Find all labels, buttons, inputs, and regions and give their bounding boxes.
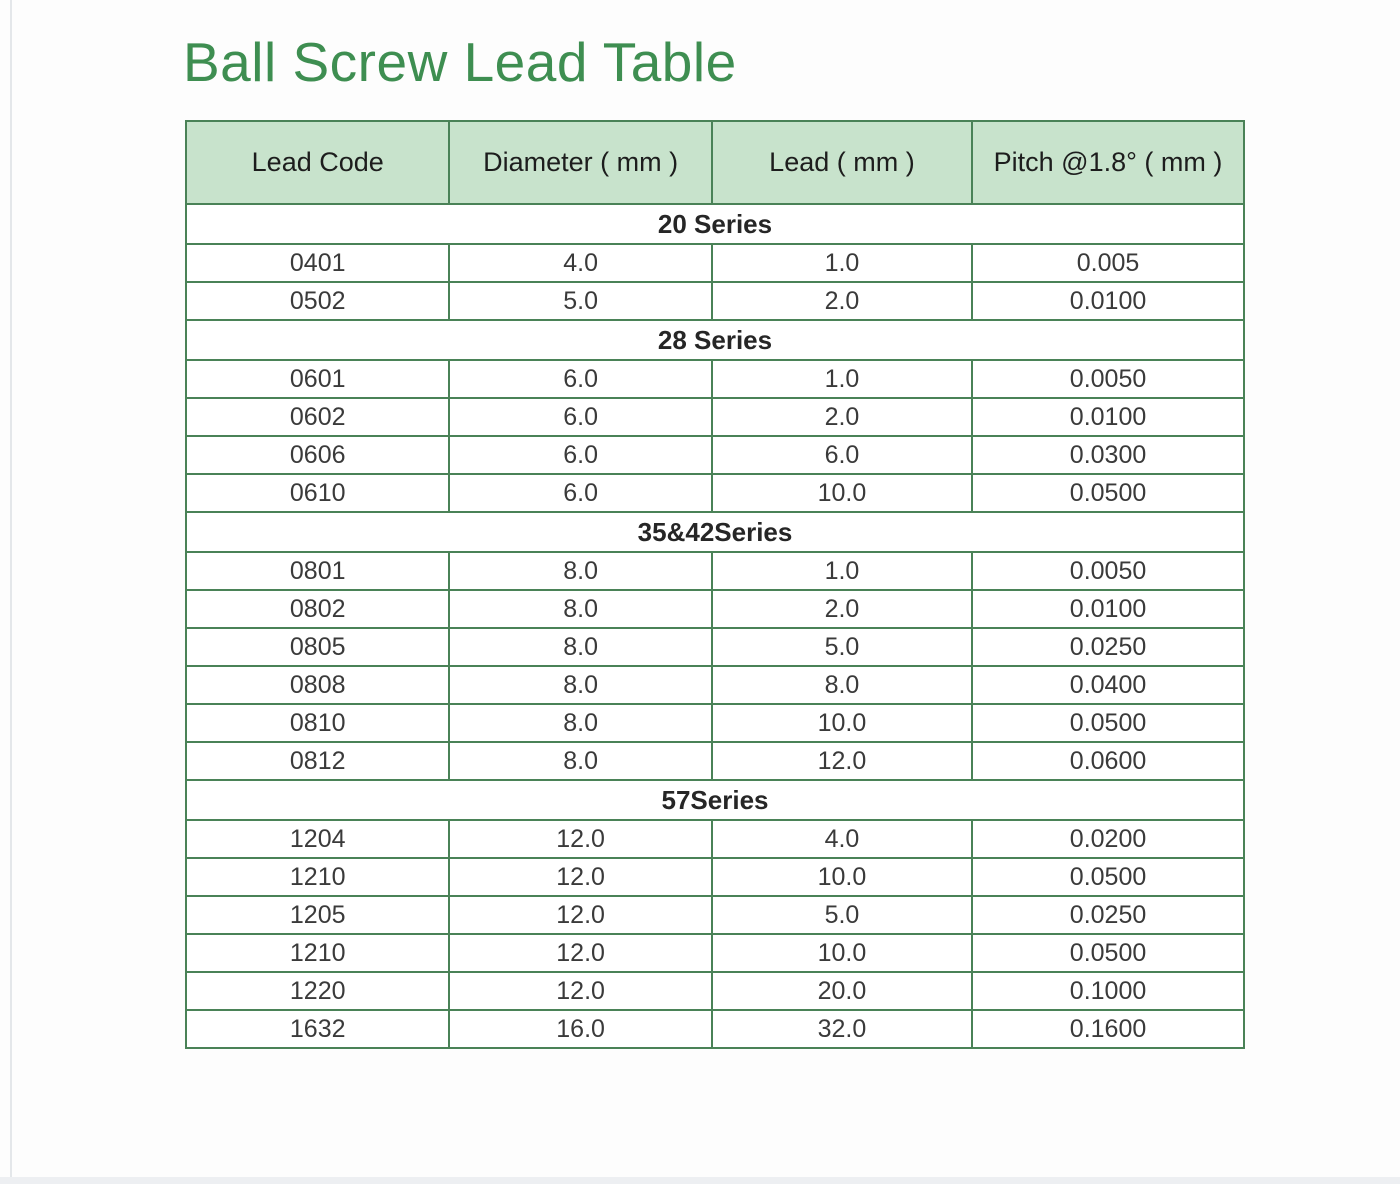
table-cell: 0.0300 xyxy=(972,436,1244,474)
table-row xyxy=(186,244,1244,282)
table-cell: 8.0 xyxy=(449,742,711,780)
table-row xyxy=(186,704,1244,742)
table-cell: 0.1000 xyxy=(972,972,1244,1010)
section-label: 35&42Series xyxy=(186,512,1244,552)
table-cell: 0.0400 xyxy=(972,666,1244,704)
table-row xyxy=(186,436,1244,474)
table-cell: 12.0 xyxy=(712,742,972,780)
table-row xyxy=(186,896,1244,934)
table-cell: 0502 xyxy=(186,282,449,320)
table-cell: 6.0 xyxy=(449,436,711,474)
header-row xyxy=(186,121,1244,204)
page-title: Ball Screw Lead Table xyxy=(183,31,737,93)
table-cell: 1205 xyxy=(186,896,449,934)
section-row-20-series xyxy=(186,204,1244,244)
table-cell: 0.0200 xyxy=(972,820,1244,858)
table-cell: 10.0 xyxy=(712,704,972,742)
page-left-edge xyxy=(10,0,12,1184)
table-row xyxy=(186,282,1244,320)
table-row xyxy=(186,590,1244,628)
table-cell: 16.0 xyxy=(449,1010,711,1048)
table-cell: 0.0100 xyxy=(972,282,1244,320)
section-row-28-series xyxy=(186,320,1244,360)
table-cell: 1210 xyxy=(186,934,449,972)
table-cell: 6.0 xyxy=(449,398,711,436)
table-cell: 10.0 xyxy=(712,934,972,972)
table-row xyxy=(186,474,1244,512)
table-row xyxy=(186,666,1244,704)
table-cell: 0.0100 xyxy=(972,590,1244,628)
header-cell-diameter: Diameter ( mm ) xyxy=(449,121,711,204)
table-cell: 10.0 xyxy=(712,858,972,896)
table-cell: 2.0 xyxy=(712,398,972,436)
page-bottom-edge xyxy=(0,1177,1400,1184)
table-cell: 6.0 xyxy=(449,474,711,512)
header-cell-pitch: Pitch @1.8° ( mm ) xyxy=(972,121,1244,204)
table-cell: 0.0600 xyxy=(972,742,1244,780)
table-cell: 1204 xyxy=(186,820,449,858)
table-cell: 0401 xyxy=(186,244,449,282)
table-cell: 1632 xyxy=(186,1010,449,1048)
section-label: 57Series xyxy=(186,780,1244,820)
table-cell: 10.0 xyxy=(712,474,972,512)
table-cell: 12.0 xyxy=(449,934,711,972)
table-cell: 12.0 xyxy=(449,858,711,896)
table-row xyxy=(186,972,1244,1010)
table-cell: 0.1600 xyxy=(972,1010,1244,1048)
table-cell: 5.0 xyxy=(712,628,972,666)
header-cell-lead: Lead ( mm ) xyxy=(712,121,972,204)
table-cell: 0.0250 xyxy=(972,896,1244,934)
table-cell: 8.0 xyxy=(449,704,711,742)
table-cell: 0.0250 xyxy=(972,628,1244,666)
table-cell: 32.0 xyxy=(712,1010,972,1048)
table-cell: 8.0 xyxy=(449,628,711,666)
table-cell: 0802 xyxy=(186,590,449,628)
table-cell: 8.0 xyxy=(712,666,972,704)
section-label: 20 Series xyxy=(186,204,1244,244)
table-cell: 0.0100 xyxy=(972,398,1244,436)
table-row xyxy=(186,398,1244,436)
table-cell: 0601 xyxy=(186,360,449,398)
table-cell: 1210 xyxy=(186,858,449,896)
table-row xyxy=(186,934,1244,972)
table-row xyxy=(186,742,1244,780)
table-row xyxy=(186,1010,1244,1048)
lead-table-body xyxy=(186,204,1244,1048)
table-cell: 4.0 xyxy=(449,244,711,282)
table-cell: 2.0 xyxy=(712,282,972,320)
table-cell: 6.0 xyxy=(449,360,711,398)
table-cell: 0.0500 xyxy=(972,858,1244,896)
table-cell: 1220 xyxy=(186,972,449,1010)
table-cell: 5.0 xyxy=(449,282,711,320)
table-cell: 8.0 xyxy=(449,590,711,628)
table-cell: 0.0500 xyxy=(972,934,1244,972)
table-cell: 0808 xyxy=(186,666,449,704)
table-cell: 0.0500 xyxy=(972,474,1244,512)
table-row xyxy=(186,858,1244,896)
table-cell: 4.0 xyxy=(712,820,972,858)
header-cell-lead-code: Lead Code xyxy=(186,121,449,204)
table-cell: 0810 xyxy=(186,704,449,742)
table-cell: 0606 xyxy=(186,436,449,474)
table-cell: 0801 xyxy=(186,552,449,590)
table-row xyxy=(186,552,1244,590)
section-row-57series xyxy=(186,780,1244,820)
table-cell: 0.0050 xyxy=(972,360,1244,398)
table-cell: 0.0500 xyxy=(972,704,1244,742)
table-cell: 0610 xyxy=(186,474,449,512)
table-cell: 1.0 xyxy=(712,360,972,398)
table-cell: 6.0 xyxy=(712,436,972,474)
table-cell: 8.0 xyxy=(449,666,711,704)
table-cell: 0602 xyxy=(186,398,449,436)
table-cell: 0.005 xyxy=(972,244,1244,282)
table-row xyxy=(186,360,1244,398)
section-label: 28 Series xyxy=(186,320,1244,360)
table-header xyxy=(186,121,1244,204)
table-cell: 0812 xyxy=(186,742,449,780)
table-row xyxy=(186,820,1244,858)
table-row xyxy=(186,628,1244,666)
table-cell: 12.0 xyxy=(449,896,711,934)
table-cell: 20.0 xyxy=(712,972,972,1010)
ball-screw-lead-table xyxy=(185,120,1245,1049)
table-cell: 0805 xyxy=(186,628,449,666)
table-cell: 2.0 xyxy=(712,590,972,628)
table-cell: 12.0 xyxy=(449,972,711,1010)
table-cell: 12.0 xyxy=(449,820,711,858)
table-cell: 1.0 xyxy=(712,552,972,590)
table-cell: 5.0 xyxy=(712,896,972,934)
table-cell: 1.0 xyxy=(712,244,972,282)
table-cell: 8.0 xyxy=(449,552,711,590)
table-cell: 0.0050 xyxy=(972,552,1244,590)
section-row-35-42series xyxy=(186,512,1244,552)
